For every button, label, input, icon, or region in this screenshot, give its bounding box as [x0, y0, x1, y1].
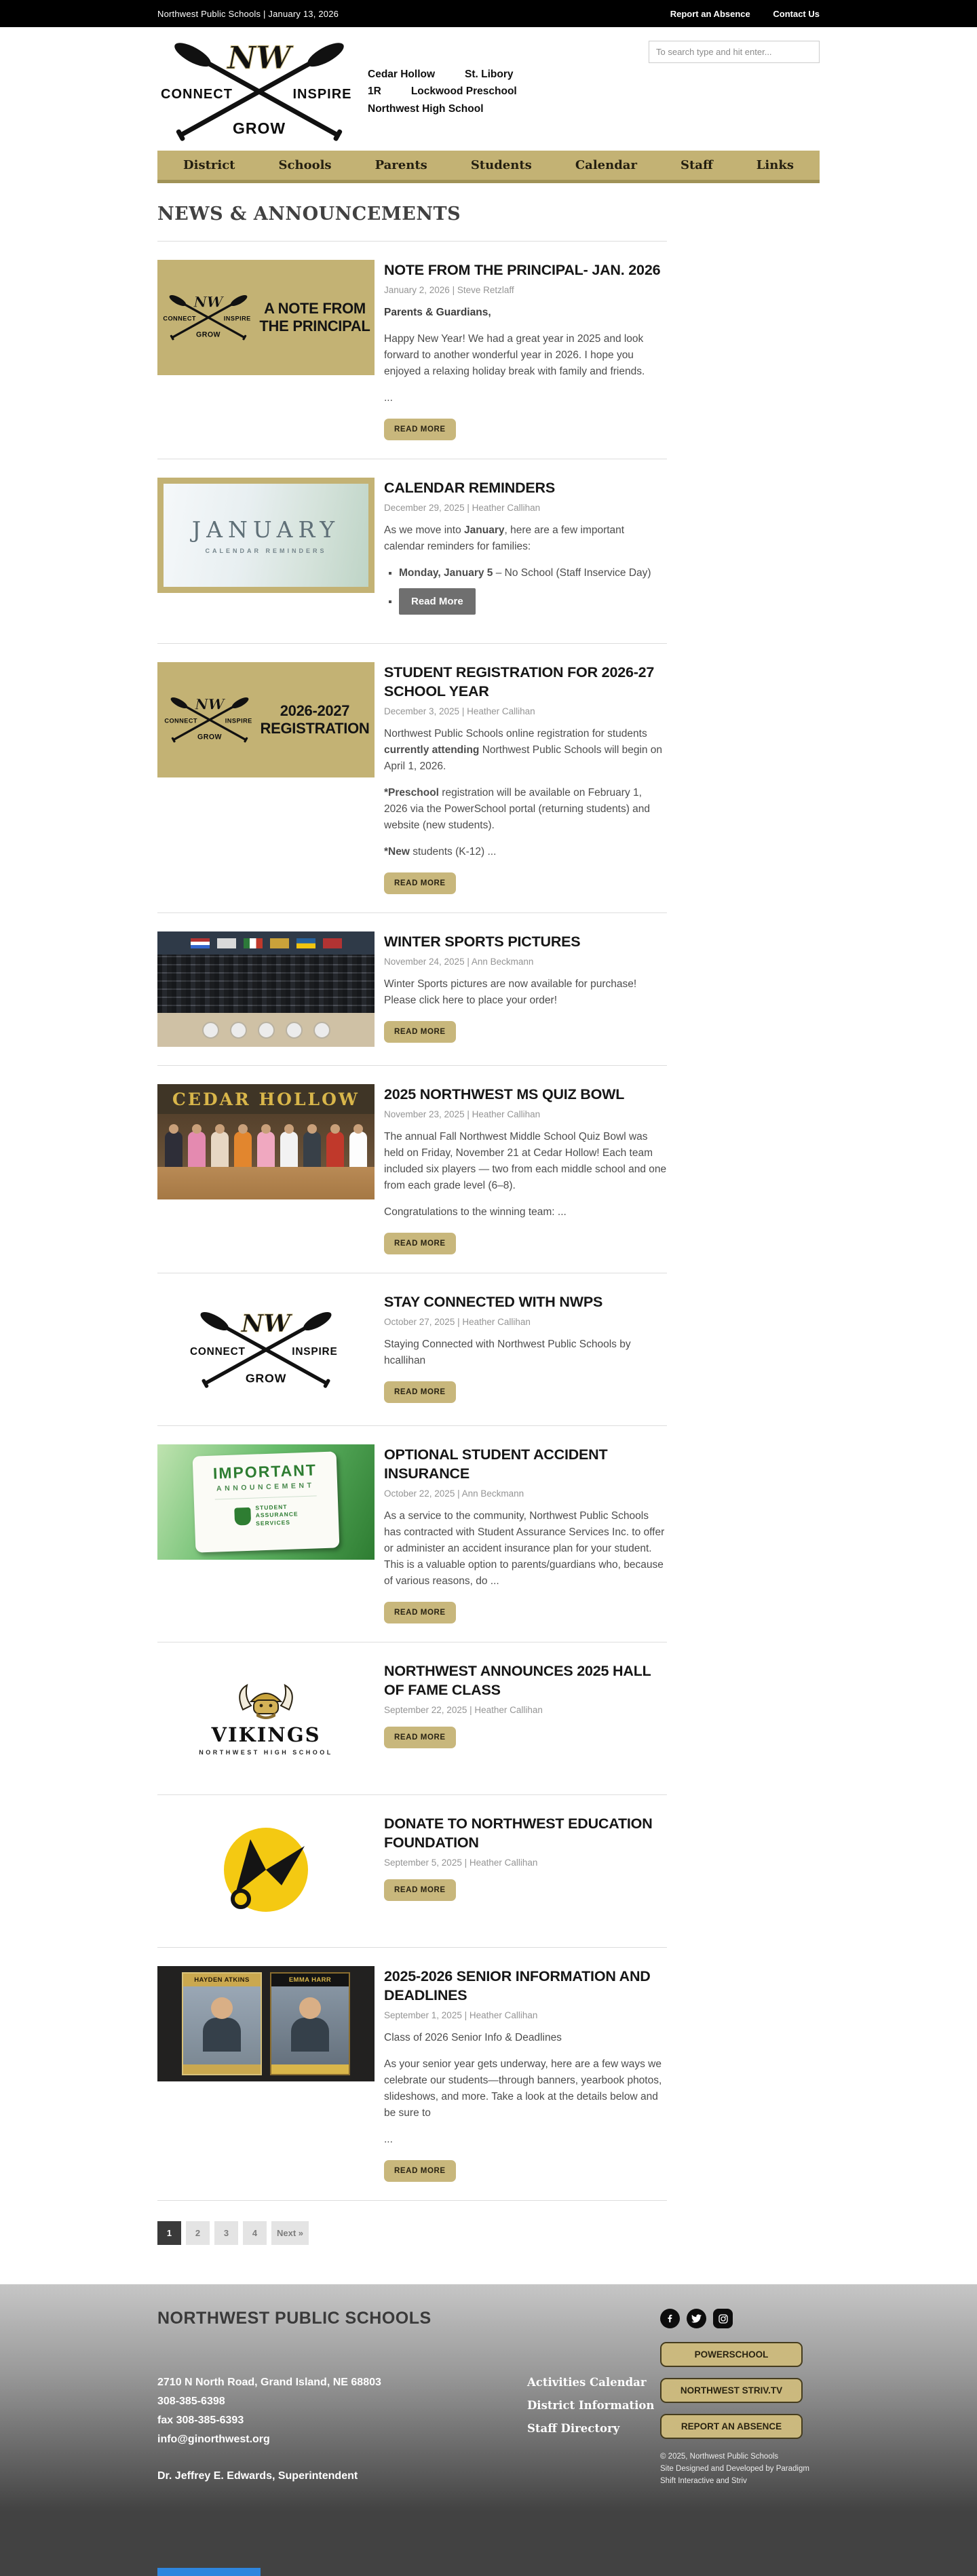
quiz-bowl-photo — [157, 1084, 375, 1199]
pagination-next[interactable]: Next » — [271, 2221, 309, 2245]
news-item-accident-insurance — [157, 1426, 667, 1642]
top-utility-bar — [0, 0, 977, 27]
news-thumbnail[interactable] — [157, 1084, 375, 1254]
school-link-northwest-high[interactable]: Northwest High School — [368, 102, 484, 115]
news-item-education-foundation — [157, 1795, 667, 1947]
article-ellipsis: ... — [384, 2134, 393, 2146]
report-absence-button[interactable]: REPORT AN ABSENCE — [660, 2414, 803, 2439]
news-thumbnail[interactable] — [157, 662, 375, 894]
school-link-lockwood-preschool[interactable]: Lockwood Preschool — [410, 85, 517, 98]
foundation-logo-icon — [215, 1820, 317, 1922]
article-title: STUDENT REGISTRATION FOR 2026-27 SCHOOL YEAR — [384, 664, 655, 700]
article-excerpt: *New students (K-12) ... — [384, 846, 497, 858]
thumbnail-caption: A NOTE FROM THE PRINCIPAL — [259, 299, 370, 334]
pagination — [157, 2221, 667, 2245]
reminder-list — [399, 565, 667, 615]
logo-nw-monogram: NW — [227, 39, 291, 76]
news-thumbnail[interactable] — [157, 1444, 375, 1623]
news-thumbnail[interactable] — [157, 478, 375, 625]
news-item-quiz-bowl — [157, 1066, 667, 1273]
copyright-notice: © 2025, Northwest Public Schools Site Designed and Developed by Paradigm Shift Interactive and Striv — [660, 2453, 809, 2485]
district-name-date: Northwest Public Schools | January 13, 2026 — [157, 8, 339, 19]
article-title: OPTIONAL STUDENT ACCIDENT INSURANCE — [384, 1446, 608, 1482]
footer-quick-links — [527, 2376, 660, 2487]
article-lead: Class of 2026 Senior Info & Deadlines — [384, 2032, 562, 2044]
pagination-page-1[interactable]: 1 — [157, 2221, 181, 2245]
article-excerpt: Happy New Year! We had a great year in 2025 and look forward to another wonderful year in 2026. I hope you enjoyed a relaxing holiday break with family and friends. — [384, 332, 645, 377]
bottom-blue-bar — [157, 2568, 261, 2576]
read-more-button[interactable]: Read More — [399, 588, 476, 615]
announcement-graphic: IMPORTANT ANNOUNCEMENT STUDENT ASSURANCE SERVICES — [157, 1444, 375, 1560]
svg-text:INSPIRE: INSPIRE — [224, 315, 252, 322]
read-more-button[interactable]: READ MORE — [384, 1233, 456, 1254]
read-more-button[interactable]: READ MORE — [384, 1021, 456, 1043]
gym-floor — [157, 1013, 375, 1047]
footer-email-link[interactable]: info@ginorthwest.org — [157, 2434, 270, 2446]
article-excerpt: Winter Sports pictures are now available for purchase! Please click here to place your order! — [384, 978, 637, 1007]
article-title: NORTHWEST ANNOUNCES 2025 HALL OF FAME CLASS — [384, 1663, 651, 1699]
january-graphic: JANUARY CALENDAR REMINDERS — [164, 484, 368, 587]
article-excerpt: *Preschool registration will be available on February 1, 2026 via the PowerSchool portal (returning students) and website (new students). — [384, 787, 651, 832]
pagination-page-2[interactable]: 2 — [186, 2221, 210, 2245]
article-meta: December 3, 2025 | Heather Callihan — [384, 706, 535, 717]
team-photo — [157, 931, 375, 1047]
foundation-logo-graphic — [157, 1813, 375, 1929]
gym-floor — [157, 1167, 375, 1199]
svg-text:CONNECT: CONNECT — [164, 717, 197, 725]
report-absence-link[interactable]: Report an Absence — [670, 8, 750, 19]
assurance-logo-icon — [234, 1507, 251, 1526]
article-lead: Parents & Guardians, — [384, 306, 491, 318]
news-list — [157, 183, 667, 2245]
news-thumbnail[interactable] — [157, 260, 375, 440]
read-more-button[interactable]: READ MORE — [384, 1381, 456, 1403]
gym-banner-text: CEDAR HOLLOW — [172, 1089, 360, 1109]
article-excerpt: Staying Connected with Northwest Public Schools by hcallihan — [384, 1339, 631, 1367]
svg-text:INSPIRE: INSPIRE — [225, 717, 252, 725]
separator — [157, 2200, 667, 2201]
svg-text:GROW: GROW — [245, 1371, 287, 1385]
article-title: 2025 NORTHWEST MS QUIZ BOWL — [384, 1086, 625, 1103]
svg-text:NW: NW — [194, 695, 225, 713]
svg-text:NW: NW — [241, 1309, 291, 1338]
nav-item-parents[interactable]: Parents — [375, 158, 427, 172]
pagination-page-3[interactable]: 3 — [214, 2221, 238, 2245]
article-title: CALENDAR REMINDERS — [384, 480, 556, 497]
footer-fax: fax 308-385-6393 — [157, 2415, 244, 2427]
article-excerpt: As we move into January, here are a few important calendar reminders for families: — [384, 524, 625, 552]
athletes-group — [157, 955, 375, 1013]
news-thumbnail[interactable] — [157, 1292, 375, 1407]
article-excerpt: As your senior year gets underway, here are a few ways we celebrate our students—through banners, yearbook photos, slideshows, and more. Take a look at the details below and be sure to — [384, 2058, 662, 2119]
instagram-icon[interactable] — [713, 2309, 733, 2328]
read-more-button[interactable]: READ MORE — [384, 872, 456, 894]
footer-action-buttons — [660, 2342, 820, 2487]
district-logo[interactable] — [157, 39, 361, 145]
superintendent-name: Dr. Jeffrey E. Edwards, Superintendent — [157, 2470, 358, 2482]
footer-phone: 308-385-6398 — [157, 2396, 225, 2408]
read-more-button[interactable]: READ MORE — [384, 2160, 456, 2182]
vikings-logo-graphic: VIKINGS NORTHWEST HIGH SCHOOL — [157, 1661, 375, 1776]
senior-banners-photo — [157, 1966, 375, 2081]
article-title: NOTE FROM THE PRINCIPAL- JAN. 2026 — [384, 262, 661, 278]
nav-item-students[interactable]: Students — [470, 158, 532, 172]
article-excerpt: The annual Fall Northwest Middle School Quiz Bowl was held on Friday, November 21 at Cedar Hollow! Each team included six players — two from each middle school and one from each grade level (6–8). — [384, 1131, 667, 1192]
news-item-winter-sports-pictures — [157, 913, 667, 1065]
svg-text:CONNECT: CONNECT — [189, 1345, 246, 1358]
article-meta: September 22, 2025 | Heather Callihan — [384, 1705, 543, 1716]
read-more-button[interactable]: READ MORE — [384, 1602, 456, 1623]
footer-address: 2710 N North Road, Grand Island, NE 68803 — [157, 2377, 381, 2389]
news-item-student-registration — [157, 644, 667, 912]
contact-info — [157, 2373, 527, 2487]
viking-head-icon — [233, 1681, 299, 1720]
facebook-icon[interactable] — [660, 2309, 680, 2328]
article-meta: September 1, 2025 | Heather Callihan — [384, 2010, 538, 2021]
news-thumbnail[interactable] — [157, 931, 375, 1047]
svg-text:GROW: GROW — [197, 733, 222, 742]
page-title: NEWS & ANNOUNCEMENTS — [157, 204, 461, 225]
news-thumbnail[interactable] — [157, 1661, 375, 1776]
school-link-1r[interactable]: 1R — [368, 85, 381, 98]
assurance-logo-text: STUDENT ASSURANCE SERVICES — [255, 1503, 299, 1527]
students-group — [157, 1114, 375, 1167]
site-header — [0, 27, 977, 148]
svg-text:GROW: GROW — [196, 330, 221, 339]
logo-inspire-word: INSPIRE — [292, 87, 352, 102]
school-link-cedar-hollow[interactable]: Cedar Hollow — [368, 68, 436, 80]
pagination-page-4[interactable]: 4 — [243, 2221, 267, 2245]
footer-link-activities-calendar[interactable]: Activities Calendar — [527, 2376, 647, 2389]
article-excerpt: Congratulations to the winning team: ... — [384, 1206, 567, 1218]
footer-title: NORTHWEST PUBLIC SCHOOLS — [157, 2309, 432, 2328]
article-meta: October 22, 2025 | Ann Beckmann — [384, 1488, 524, 1499]
footer-link-district-information[interactable]: District Information — [527, 2399, 655, 2412]
news-thumbnail[interactable] — [157, 1966, 375, 2182]
read-more-button[interactable]: READ MORE — [384, 419, 456, 440]
article-title: 2025-2026 SENIOR INFORMATION AND DEADLINES — [384, 1968, 651, 2004]
nav-item-links[interactable]: Links — [756, 158, 794, 172]
school-link-st-libory[interactable]: St. Libory — [465, 68, 514, 80]
article-title: WINTER SPORTS PICTURES — [384, 934, 581, 950]
senior-banner: EMMA HARR — [270, 1972, 350, 2075]
social-links — [660, 2309, 820, 2328]
svg-text:NW: NW — [193, 293, 223, 311]
nw-logo-icon — [187, 1309, 345, 1391]
contact-us-link[interactable]: Contact Us — [773, 8, 820, 19]
article-meta: January 2, 2026 | Steve Retzlaff — [384, 284, 514, 295]
nav-item-staff[interactable]: Staff — [680, 158, 713, 172]
powerschool-button[interactable]: POWERSCHOOL — [660, 2342, 803, 2367]
gym-flags — [157, 931, 375, 955]
senior-banner: HAYDEN ATKINS — [182, 1972, 262, 2075]
article-meta: November 23, 2025 | Heather Callihan — [384, 1109, 541, 1120]
article-meta: October 27, 2025 | Heather Callihan — [384, 1317, 531, 1328]
article-meta: September 5, 2025 | Heather Callihan — [384, 1858, 538, 1868]
main-navigation — [0, 151, 977, 183]
school-links-block — [368, 66, 517, 118]
striv-tv-button[interactable]: NORTHWEST STRIV.TV — [660, 2378, 803, 2403]
thumbnail-caption: 2026-2027 REGISTRATION — [260, 701, 370, 737]
article-meta: December 29, 2025 | Heather Callihan — [384, 502, 541, 513]
news-item-senior-information — [157, 1948, 667, 2200]
news-item-calendar-reminders — [157, 459, 667, 643]
search-input[interactable] — [649, 41, 820, 63]
article-title: DONATE TO NORTHWEST EDUCATION FOUNDATION — [384, 1815, 653, 1851]
news-item-hall-of-fame — [157, 1642, 667, 1794]
site-footer — [0, 2284, 977, 2576]
reminder-item: ▪ Monday, January 5 – No School (Staff Inservice Day) — [399, 565, 667, 581]
news-item-stay-connected — [157, 1273, 667, 1425]
nav-item-district[interactable]: District — [183, 158, 235, 172]
read-more-button[interactable]: READ MORE — [384, 1879, 456, 1901]
news-thumbnail[interactable] — [157, 1813, 375, 1929]
svg-text:INSPIRE: INSPIRE — [292, 1345, 338, 1358]
article-meta: November 24, 2025 | Ann Beckmann — [384, 957, 534, 967]
article-excerpt: Northwest Public Schools online registration for students currently attending Northwest Public Schools will begin on April 1, 2026. — [384, 728, 663, 773]
footer-link-staff-directory[interactable]: Staff Directory — [527, 2422, 620, 2436]
article-ellipsis: ... — [384, 392, 393, 404]
twitter-icon[interactable] — [687, 2309, 706, 2328]
read-more-list-item — [399, 588, 667, 615]
article-title: STAY CONNECTED WITH NWPS — [384, 1294, 603, 1311]
article-excerpt: As a service to the community, Northwest Public Schools has contracted with Student Assurance Services Inc. to offer or administer an accident insurance plan for your student. This is a valuable option to parents/guardians who, because of various reasons, do ... — [384, 1510, 665, 1588]
read-more-button[interactable]: READ MORE — [384, 1727, 456, 1748]
nw-logo-icon — [161, 293, 255, 342]
nw-logo-icon — [163, 695, 256, 744]
svg-text:CONNECT: CONNECT — [163, 315, 197, 322]
logo-connect-word: CONNECT — [161, 87, 233, 102]
nav-item-schools[interactable]: Schools — [278, 158, 332, 172]
nav-item-calendar[interactable]: Calendar — [575, 158, 637, 172]
logo-grow-word: GROW — [232, 119, 286, 137]
news-item-principal-note — [157, 242, 667, 459]
